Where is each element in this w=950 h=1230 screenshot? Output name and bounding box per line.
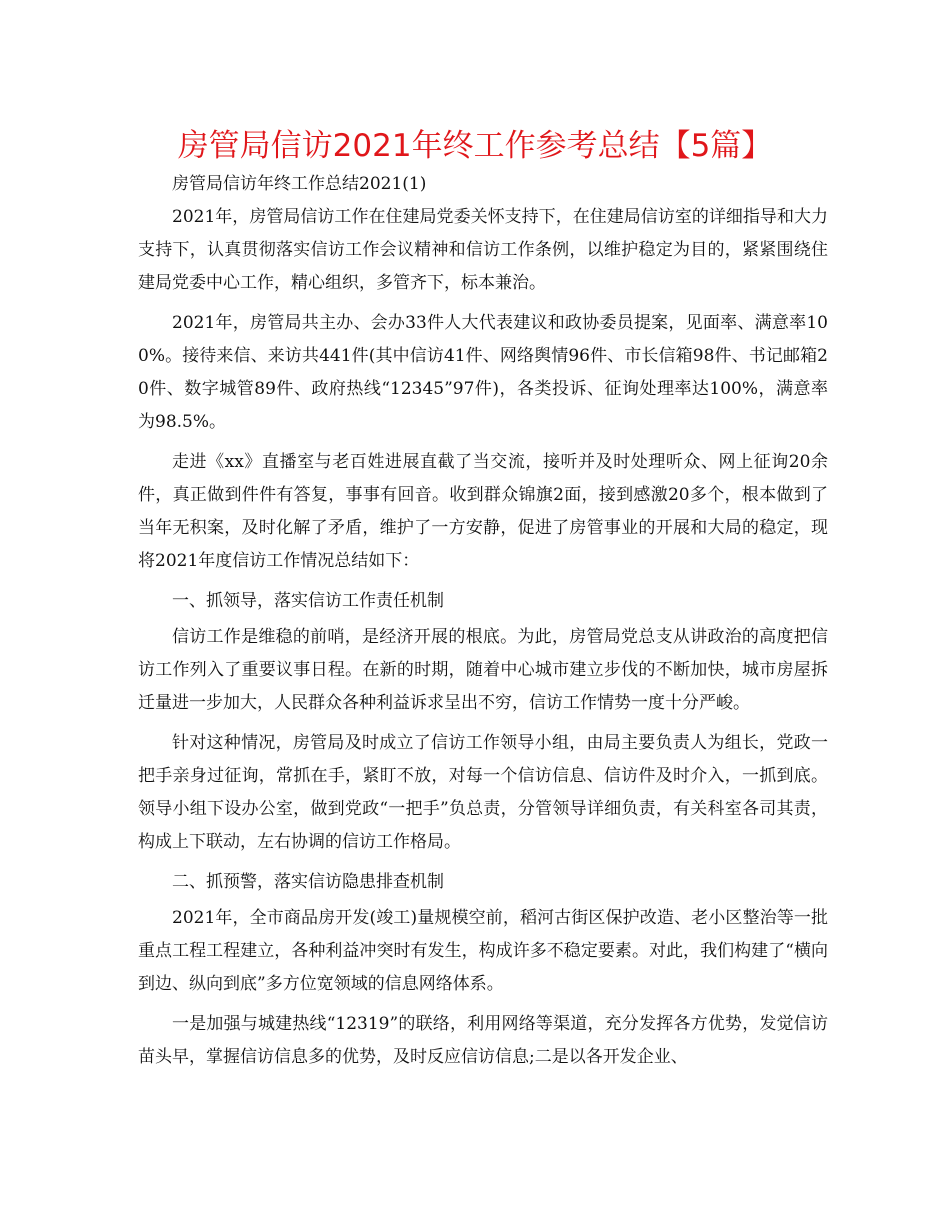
document-title: 房管局信访2021年终工作参考总结【5篇】 [177,128,773,164]
paragraph-2: 2021年，房管局共主办、会办33件人大代表建议和政协委员提案，见面率、满意率100%。接待来信、来访共441件(其中信访41件、网络舆情96件、市长信箱98件、书记邮箱20件、数字城管89件、政府热线“12345”97件)，各类投诉、征询处理率达100%，满意率为98.5%。 [138,313,828,432]
paragraph-1: 2021年，房管局信访工作在住建局党委关怀支持下，在住建局信访室的详细指导和大力支持下，认真贯彻落实信访工作会议精神和信访工作条例，以维护稳定为目的，紧紧围绕住建局党委中心工作，精心组织，多管齐下，标本兼治。 [138,207,828,293]
paragraph-7: 一是加强与城建热线“12319”的联络，利用网络等渠道，充分发挥各方优势，发觉信访苗头早，掌握信访信息多的优势，及时反应信访信息;二是以各开发企业、 [138,1014,828,1067]
paragraph-3: 走进《xx》直播室与老百姓进展直截了当交流，接听并及时处理听众、网上征询20余件，真正做到件件有答复，事事有回音。收到群众锦旗2面，接到感激20多个，根本做到了当年无积案，及时化解了矛盾，维护了一方安静，促进了房管事业的开展和大局的稳定，现将2021年度信访工作情况总结如下： [138,452,828,571]
section-heading-2: 二、抓预警，落实信访隐患排查机制 [172,872,444,892]
document-subtitle: 房管局信访年终工作总结2021(1) [172,174,427,194]
section-heading-1: 一、抓领导，落实信访工作责任机制 [172,591,444,611]
paragraph-4: 信访工作是维稳的前哨，是经济开展的根底。为此，房管局党总支从讲政治的高度把信访工作列入了重要议事日程。在新的时期，随着中心城市建立步伐的不断加快，城市房屋拆迁量进一步加大，人民群众各种利益诉求呈出不穷，信访工作情势一度十分严峻。 [138,627,828,713]
document-body [138,168,828,1081]
paragraph-5: 针对这种情况，房管局及时成立了信访工作领导小组，由局主要负责人为组长，党政一把手亲身过征询，常抓在手，紧盯不放，对每一个信访信息、信访件及时介入，一抓到底。领导小组下设办公室，做到党政“一把手”负总责，分管领导详细负责，有关科室各司其责，构成上下联动，左右协调的信访工作格局。 [138,733,828,852]
paragraph-6: 2021年，全市商品房开发(竣工)量规模空前，稻河古街区保护改造、老小区整治等一批重点工程工程建立，各种利益冲突时有发生，构成许多不稳定要素。对此，我们构建了“横向到边、纵向到底”多方位宽领域的信息网络体系。 [138,908,828,994]
